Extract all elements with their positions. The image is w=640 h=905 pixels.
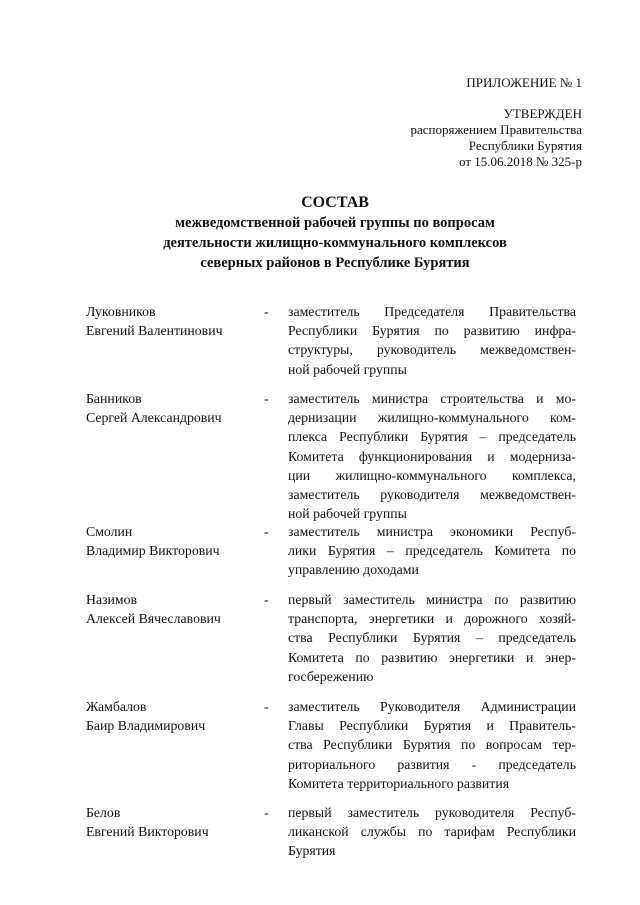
role-line: транспорта, энергетики и дорожного хозяй- bbox=[288, 611, 576, 627]
approval-line: УТВЕРЖДЕН bbox=[503, 106, 582, 121]
member-surname: Белов bbox=[86, 805, 121, 820]
member-surname: Назимов bbox=[86, 592, 138, 607]
role-line: плекса Республики Бурятия – председатель bbox=[288, 429, 576, 445]
role-line: лики Бурятия – председатель Комитета по bbox=[288, 543, 576, 559]
role-line: дернизации жилищно-коммунального ком- bbox=[288, 410, 576, 426]
role-line: ной рабочей группы bbox=[288, 506, 407, 522]
document-title bbox=[0, 193, 640, 273]
member-entry bbox=[86, 389, 586, 522]
member-role bbox=[288, 522, 576, 590]
role-line: Комитета по развитию энергетики и энер- bbox=[288, 649, 576, 665]
role-line: управлению доходами bbox=[288, 562, 419, 578]
role-line: Комитета территориального развития bbox=[288, 775, 510, 791]
member-dash: - bbox=[264, 391, 269, 406]
member-dash: - bbox=[264, 304, 269, 319]
role-line: ства Республики Бурятия по вопросам тер- bbox=[288, 737, 576, 753]
members-list bbox=[86, 302, 586, 867]
member-entry bbox=[86, 302, 586, 389]
member-name bbox=[86, 389, 256, 522]
member-dash: - bbox=[264, 524, 269, 539]
approval-line: распоряжением Правительства bbox=[410, 122, 582, 137]
role-line: первый заместитель министра по развитию bbox=[288, 592, 576, 607]
role-line: ства Республики Бурятия – председатель bbox=[288, 630, 576, 646]
member-name bbox=[86, 590, 256, 697]
member-role bbox=[288, 697, 576, 803]
title-line: межведомственной рабочей группы по вопросам bbox=[175, 215, 495, 231]
member-name bbox=[86, 522, 256, 590]
member-surname: Луковников bbox=[86, 304, 156, 319]
role-line: первый заместитель руководителя Респуб- bbox=[288, 805, 576, 820]
role-line: заместитель руководителя межведомствен- bbox=[288, 487, 576, 503]
member-given-name: Сергей Александрович bbox=[86, 410, 222, 426]
member-name bbox=[86, 697, 256, 803]
role-line: заместитель министра экономики Респуб- bbox=[288, 524, 576, 539]
member-role bbox=[288, 302, 576, 389]
member-entry bbox=[86, 590, 586, 697]
member-dash: - bbox=[264, 592, 269, 607]
member-surname: Банников bbox=[86, 391, 142, 406]
member-surname: Жамбалов bbox=[86, 699, 147, 714]
approval-line: от 15.06.2018 № 325-р bbox=[459, 154, 582, 169]
role-line: Комитета функционирования и модерниза- bbox=[288, 448, 576, 464]
member-dash: - bbox=[264, 699, 269, 714]
member-surname: Смолин bbox=[86, 524, 133, 539]
title-line: деятельности жилищно-коммунального комплексов bbox=[163, 235, 507, 251]
member-given-name: Евгений Валентинович bbox=[86, 323, 223, 339]
member-given-name: Евгений Викторович bbox=[86, 824, 209, 840]
member-entry bbox=[86, 697, 586, 803]
role-line: Республики Бурятия по развитию инфра- bbox=[288, 323, 576, 339]
member-given-name: Баир Владимирович bbox=[86, 718, 206, 734]
member-role bbox=[288, 389, 576, 522]
approval-stamp bbox=[410, 106, 582, 170]
role-line: заместитель министра строительства и мо- bbox=[288, 391, 576, 406]
role-line: Бурятия bbox=[288, 843, 336, 859]
role-line: риториального развития - председатель bbox=[288, 756, 576, 772]
attachment-number: ПРИЛОЖЕНИЕ № 1 bbox=[466, 75, 582, 90]
title-main: СОСТАВ bbox=[301, 194, 369, 211]
role-line: заместитель Председателя Правительства bbox=[288, 304, 576, 319]
role-line: ной рабочей группы bbox=[288, 361, 407, 377]
approval-line: Республики Бурятия bbox=[468, 138, 582, 153]
member-given-name: Владимир Викторович bbox=[86, 543, 220, 559]
role-line: госбережению bbox=[288, 668, 374, 684]
member-name bbox=[86, 803, 256, 867]
role-line: ции жилищно-коммунального комплекса, bbox=[288, 467, 576, 483]
member-dash: - bbox=[264, 805, 269, 820]
role-line: ликанской службы по тарифам Республики bbox=[288, 824, 576, 840]
role-line: заместитель Руководителя Администрации bbox=[288, 699, 576, 714]
member-entry bbox=[86, 803, 586, 867]
member-role bbox=[288, 803, 576, 867]
member-entry bbox=[86, 522, 586, 590]
member-role bbox=[288, 590, 576, 697]
role-line: Главы Республики Бурятия и Правитель- bbox=[288, 718, 576, 734]
role-line: структуры, руководитель межведомствен- bbox=[288, 342, 576, 358]
title-line: северных районов в Республике Бурятия bbox=[200, 255, 470, 271]
member-given-name: Алексей Вячеславович bbox=[86, 611, 221, 627]
member-name bbox=[86, 302, 256, 389]
